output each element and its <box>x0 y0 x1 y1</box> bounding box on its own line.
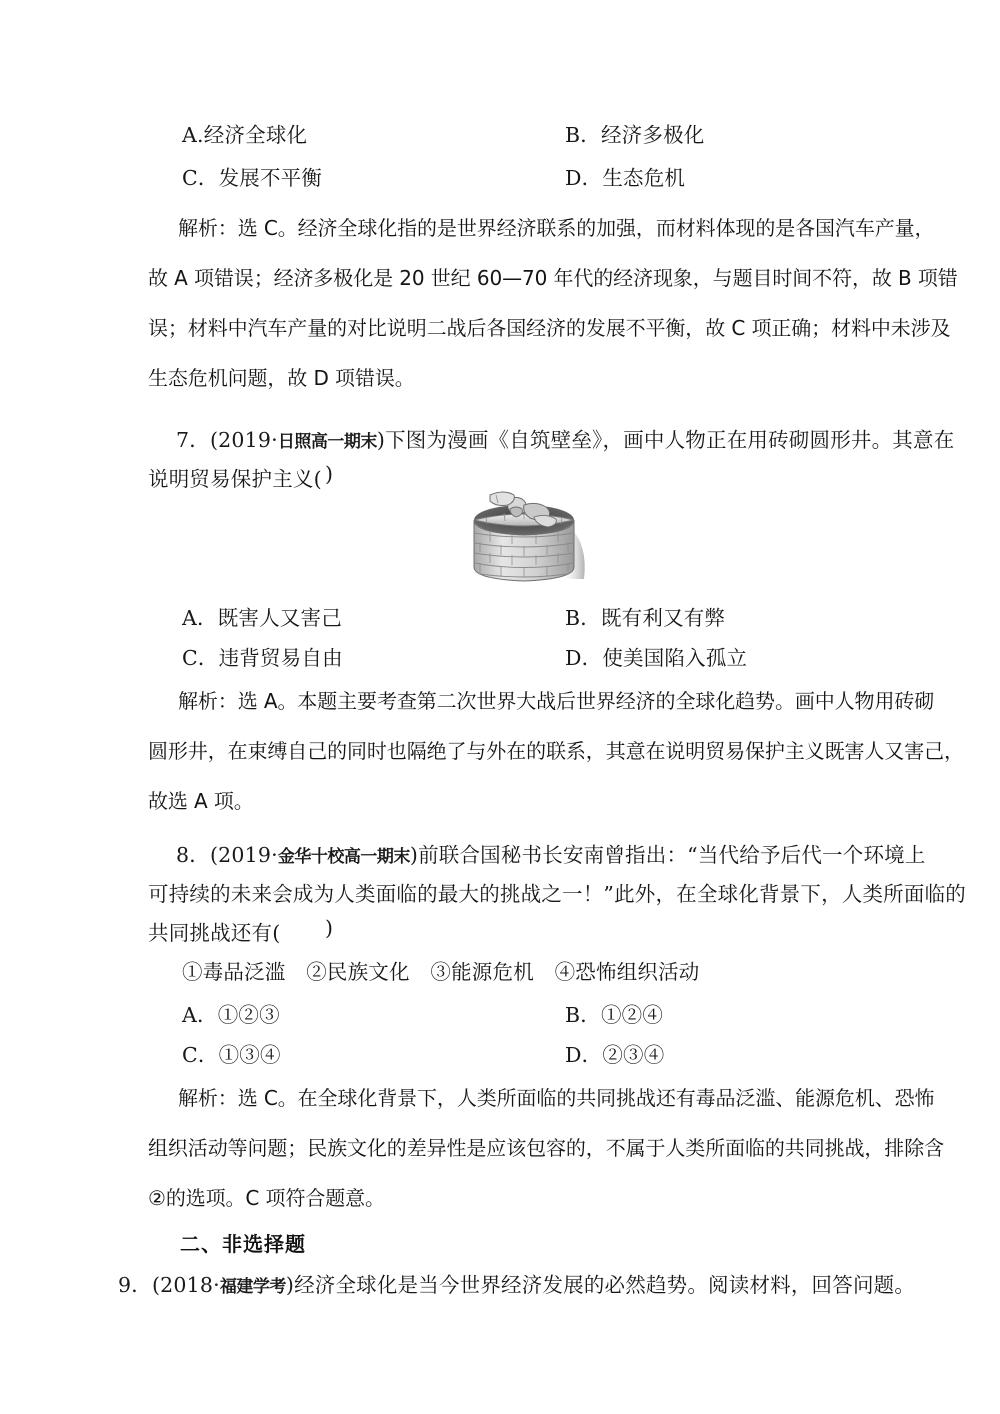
q8-analysis-line-2: 组织活动等问题；民族文化的差异性是应该包容的，不属于人类所面临的共同挑战，排除含 <box>148 1136 944 1160</box>
q8-source: 金华十校高一期末 <box>277 847 410 867</box>
q8-option-d: D．②③④ <box>565 1043 665 1067</box>
q8-number-dot: ． <box>189 843 210 867</box>
q8-stem-line-1 <box>176 838 926 868</box>
q9-number: 9 <box>118 1273 132 1297</box>
q6-analysis-line-4: 生态危机问题，故 D 项错误。 <box>148 366 415 390</box>
q8-paren-close: ) <box>409 843 419 867</box>
q6-option-b: B．经济多极化 <box>565 123 705 147</box>
q6-option-c: C．发展不平衡 <box>182 166 323 190</box>
q7-source: 日照高一期末 <box>277 432 377 452</box>
q8-stem-line-2: 可持续的未来会成为人类面临的最大的挑战之一！”此外，在全球化背景下，人类所面临的 <box>148 882 966 906</box>
q7-option-c: C．违背贸易自由 <box>182 646 343 670</box>
q9-number-dot: ． <box>131 1273 152 1297</box>
q9-stem <box>118 1268 915 1298</box>
q7-stem-line-2: 说明贸易保护主义( <box>148 467 322 491</box>
q7-separator: · <box>271 428 278 452</box>
q7-number-dot: ． <box>189 428 210 452</box>
q7-paren-open: ( <box>209 428 219 452</box>
q7-analysis-line-2: 圆形井，在束缚自己的同时也隔绝了与外在的联系，其意在说明贸易保护主义既害人又害己， <box>148 739 964 763</box>
q9-year: 2018 <box>160 1273 214 1297</box>
q6-option-a: A.经济全球化 <box>182 123 308 147</box>
q7-analysis-line-1: 解析：选 A。本题主要考查第二次世界大战后世界经济的全球化趋势。画中人物用砖砌 <box>178 689 935 713</box>
q8-year: 2019 <box>218 843 272 867</box>
q6-analysis-line-3: 误；材料中汽车产量的对比说明二战后各国经济的发展不平衡，故 C 项正确；材料中未涉及 <box>148 316 951 340</box>
q7-paren-close: ) <box>376 428 386 452</box>
q7-number: 7 <box>176 428 190 452</box>
q9-paren-close: ) <box>285 1273 295 1297</box>
q9-stem-text: 经济全球化是当今世界经济发展的必然趋势。阅读材料，回答问题。 <box>294 1273 916 1297</box>
q8-stem-text-1: 前联合国秘书长安南曾指出：“当代给予后代一个环境上 <box>418 843 926 867</box>
q8-item-list: ①毒品泛滥 ②民族文化 ③能源危机 ④恐怖组织活动 <box>182 960 700 984</box>
section-heading-non-choice: 二、非选择题 <box>180 1232 306 1256</box>
q8-option-a: A．①②③ <box>182 1003 280 1027</box>
q9-paren-open: ( <box>151 1273 161 1297</box>
q7-stem-text-1: 下图为漫画《自筑壁垒》，画中人物正在用砖砌圆形井。其意在 <box>385 428 955 452</box>
q8-stem-line-3-close: ) <box>325 916 334 940</box>
held-brick <box>490 492 514 506</box>
q8-paren-open: ( <box>209 843 219 867</box>
q8-separator: · <box>271 843 278 867</box>
q8-option-c: C．①③④ <box>182 1043 281 1067</box>
q8-option-b: B．①②④ <box>565 1003 664 1027</box>
q7-analysis-line-3: 故选 A 项。 <box>148 789 254 813</box>
q7-option-d: D．使美国陷入孤立 <box>565 646 748 670</box>
q8-stem-line-3: 共同挑战还有( <box>148 921 281 945</box>
q9-source: 福建学考 <box>219 1277 286 1297</box>
q6-option-d: D．生态危机 <box>565 166 686 190</box>
q7-stem-line-1 <box>176 423 954 453</box>
q8-number: 8 <box>176 843 190 867</box>
q7-year: 2019 <box>218 428 272 452</box>
q8-analysis-line-3: ②的选项。C 项符合题意。 <box>148 1186 385 1210</box>
q7-stem-line-2-close: ) <box>325 462 334 486</box>
q7-option-b: B．既有利又有弊 <box>565 606 726 630</box>
q8-analysis-line-1: 解析：选 C。在全球化背景下，人类所面临的共同挑战还有毒品泛滥、能源危机、恐怖 <box>178 1086 935 1110</box>
brick-well-cartoon-image <box>452 487 597 585</box>
q6-analysis-line-1: 解析：选 C。经济全球化指的是世界经济联系的加强，而材料体现的是各国汽车产量， <box>178 216 935 240</box>
q6-analysis-line-2: 故 A 项错误；经济多极化是 20 世纪 60—70 年代的经济现象，与题目时间不符，故 B 项错 <box>148 266 958 290</box>
q7-option-a: A．既害人又害己 <box>182 606 342 630</box>
q9-separator: · <box>213 1273 220 1297</box>
